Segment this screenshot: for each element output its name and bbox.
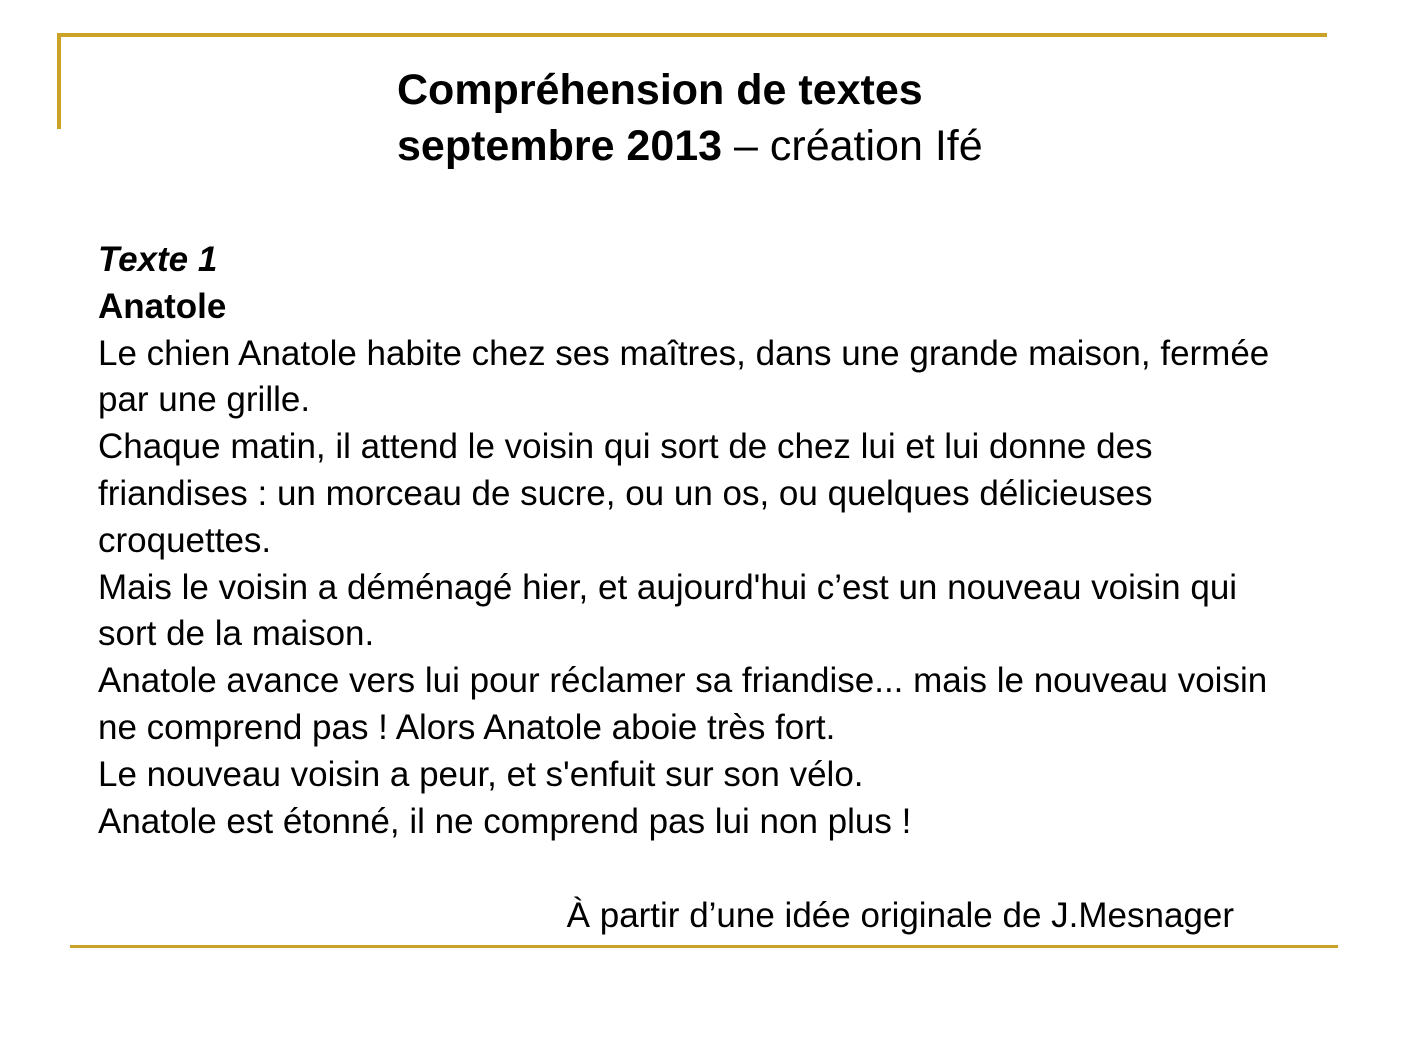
paragraph: Anatole avance vers lui pour réclamer sa friandise... mais le nouveau voisin ne comprend pas ! Alors Anatole aboie très fort.	[98, 661, 1268, 747]
left-accent-bar	[57, 33, 61, 129]
story-title: Anatole	[98, 286, 227, 326]
slide-title	[397, 62, 983, 174]
attribution: À partir d’une idée originale de J.Mesnager	[566, 896, 1234, 935]
title-line-1: Compréhension de textes	[397, 66, 923, 114]
paragraph: Chaque matin, il attend le voisin qui sort de chez lui et lui donne des friandises : un morceau de sucre, ou un os, ou quelques délicieuses croquettes.	[98, 427, 1153, 560]
top-divider	[57, 33, 1327, 37]
title-credit: – création Ifé	[722, 122, 983, 170]
text-body	[98, 237, 1278, 845]
title-date: septembre 2013	[397, 122, 723, 170]
bottom-divider	[70, 945, 1338, 948]
paragraph: Mais le voisin a déménagé hier, et aujourd'hui c’est un nouveau voisin qui sort de la maison.	[98, 567, 1238, 654]
text-number-label: Texte 1	[98, 240, 218, 279]
paragraph: Anatole est étonné, il ne comprend pas lui non plus !	[98, 801, 912, 841]
paragraph: Le chien Anatole habite chez ses maîtres, dans une grande maison, fermée par une grille.	[98, 333, 1270, 420]
paragraph: Le nouveau voisin a peur, et s'enfuit sur son vélo.	[98, 754, 864, 794]
